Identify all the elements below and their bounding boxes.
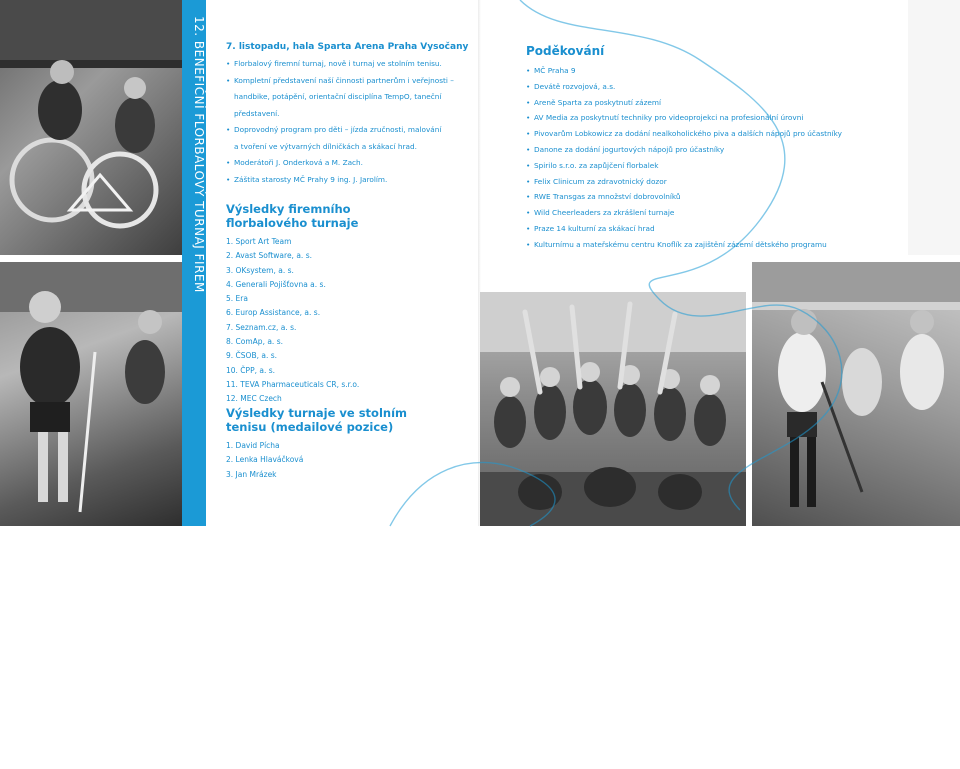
tennis-results-heading: Výsledky turnaje ve stolním tenisu (medailové pozice): [226, 406, 408, 434]
acknowledgements: [526, 44, 906, 253]
list-item: • MČ Praha 9: [526, 63, 906, 79]
floorball-results-heading: Výsledky firemního florbalového turnaje: [226, 202, 359, 230]
list-item: • Florbalový firemní turnaj, nově i turnaj ve stolním tenisu.: [226, 56, 478, 73]
list-item: 10. ČPP, a. s.: [226, 365, 276, 375]
list-item: 8. ComAp, a. s.: [226, 337, 283, 347]
list-item: 3. OKsystem, a. s.: [226, 265, 294, 275]
floorball-player-photo: [0, 262, 182, 769]
floorball-results-list: [226, 235, 478, 407]
list-item: 1. Sport Art Team: [226, 237, 292, 246]
list-item-continuation: handbike, potápění, orientační disciplína TempO, taneční: [234, 92, 442, 101]
list-item: 2. Avast Software, a. s.: [226, 251, 312, 261]
tennis-results-list: [226, 439, 478, 482]
list-item: • Záštita starosty MČ Prahy 9 ing. J. Jarolím.: [226, 172, 478, 189]
floorball-match-photo: [752, 262, 960, 526]
list-item: • AV Media za poskytnutí techniky pro videoprojekci na profesionální úrovni: [526, 110, 906, 126]
list-item: • Areně Sparta za poskytnutí zázemí: [526, 95, 906, 111]
list-item: 5. Era: [226, 294, 248, 304]
thanks-list: [526, 63, 906, 253]
list-item: 7. Seznam.cz, a. s.: [226, 322, 297, 332]
list-item: 6. Europ Assistance, a. s.: [226, 308, 321, 318]
list-item: 4. Generali Pojišťovna a. s.: [226, 279, 326, 289]
handbike-photo: [0, 0, 182, 255]
list-item: • Wild Cheerleaders za zkrášlení turnaje: [526, 205, 906, 221]
list-item: 2. Lenka Hlaváčková: [226, 455, 304, 465]
thanks-heading: Poděkování: [526, 44, 605, 58]
list-item: • Pivovarům Lobkowicz za dodání nealkoholického piva a dalších nápojů pro účastníky: [526, 126, 906, 142]
page-number: 26: [12, 756, 26, 769]
list-item-continuation: a tvoření ve výtvarných dílničkách a skákací hrad.: [234, 141, 417, 151]
list-item: • Praze 14 kulturní za skákací hrad: [526, 221, 906, 237]
event-headline: 7. listopadu, hala Sparta Arena Praha Vysočany: [226, 42, 469, 52]
page-edge: [908, 0, 960, 255]
list-item: • Danone za dodání jogurtových nápojů pro účastníky: [526, 142, 906, 158]
list-item: • Kulturnímu a mateřskému centru Knoflík za zajištění zázemí dětského programu: [526, 237, 906, 253]
list-item: 3. Jan Mrázek: [226, 469, 277, 479]
list-item: • RWE Transgas za množství dobrovolníků: [526, 189, 906, 205]
list-item: • Kompletní představení naší činnosti partnerům i veřejnosti –: [226, 73, 478, 90]
tennis-results: [226, 406, 478, 482]
list-item: • Moderátoři J. Onderková a M. Zach.: [226, 155, 478, 172]
event-bullets: [226, 56, 478, 188]
list-item: 12. MEC Czech: [226, 394, 282, 404]
list-item: 9. ČSOB, a. s.: [226, 351, 278, 361]
list-item: • Devátě rozvojová, a.s.: [526, 79, 906, 95]
chapter-title: 12. BENEFIČNÍ FLORBALOVÝ TURNAJ FIREM: [192, 16, 206, 293]
list-item: • Doprovodný program pro děti – jízda zručnosti, malování: [226, 122, 478, 139]
list-item: • Felix Clinicum za zdravotnický dozor: [526, 174, 906, 190]
group-photo: [480, 292, 746, 526]
list-item: 1. David Pícha: [226, 441, 280, 450]
list-item: • Spirilo s.r.o. za zapůjčení florbalek: [526, 158, 906, 174]
event-info: [226, 42, 478, 407]
list-item-continuation: představení.: [234, 108, 280, 118]
list-item: 11. TEVA Pharmaceuticals CR, s.r.o.: [226, 379, 360, 389]
